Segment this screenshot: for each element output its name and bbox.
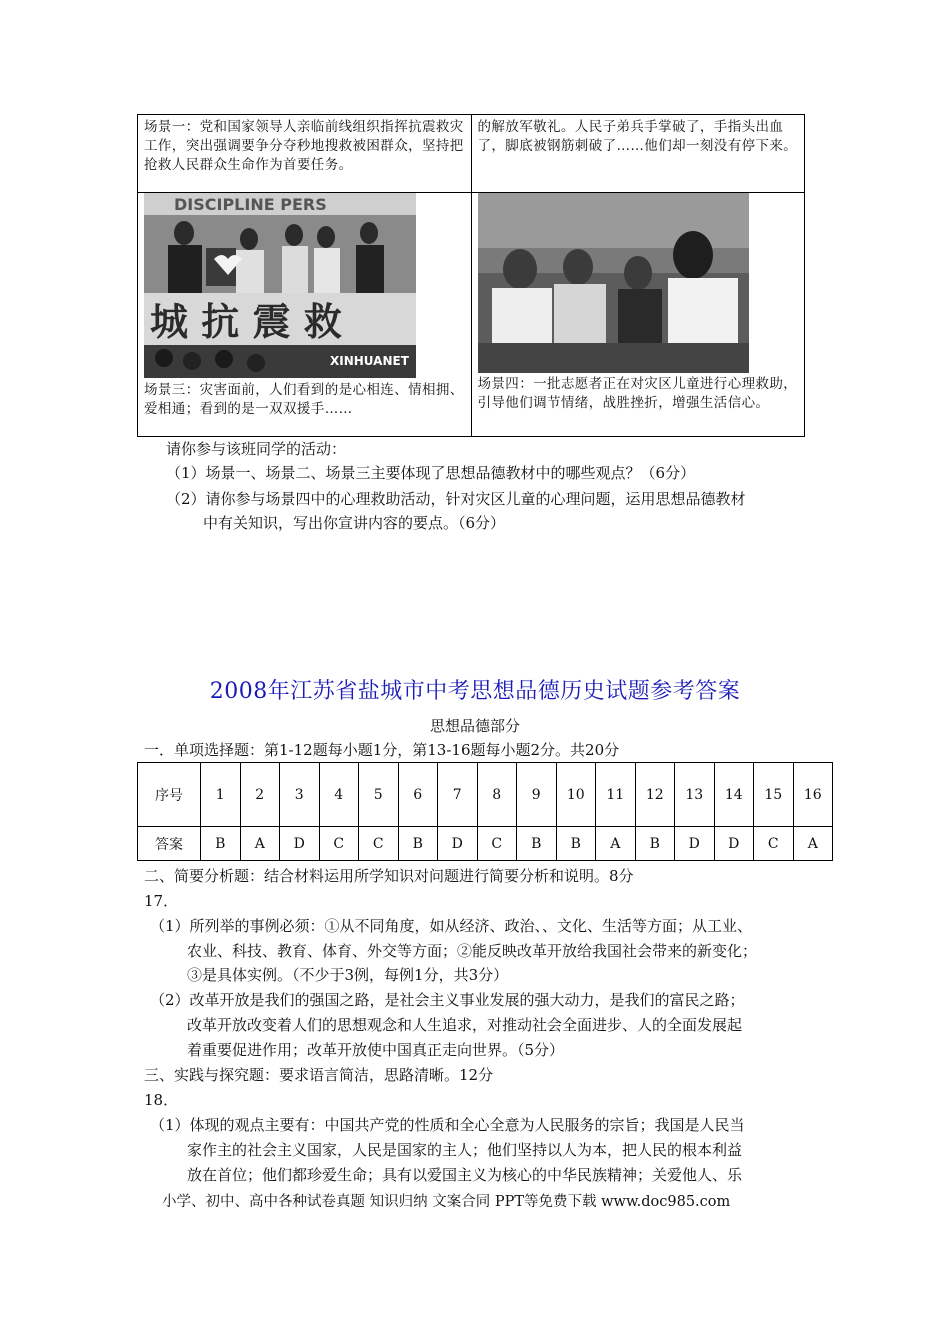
row2-label: 答案 — [138, 827, 201, 861]
answer-key-subtitle: 思想品德部分 — [429, 717, 520, 735]
row1-label: 序号 — [138, 763, 201, 827]
num-cell: 16 — [793, 763, 833, 827]
num-cell: 6 — [398, 763, 438, 827]
scene2-cell — [471, 115, 805, 193]
answer-table — [137, 762, 833, 861]
num-cell: 9 — [517, 763, 557, 827]
scene3-cell — [138, 193, 472, 437]
q18-answer1-line3: 放在首位；他们都珍爱生命；具有以爱国主义为核心的中华民族精神；关爱他人、乐 — [187, 1166, 743, 1184]
answer-table-number-row — [138, 763, 833, 827]
answer-cell: B — [556, 827, 596, 861]
q17-number: 17． — [144, 892, 179, 910]
num-cell: 5 — [359, 763, 399, 827]
answer-cell: B — [398, 827, 438, 861]
q18-number: 18． — [144, 1091, 179, 1109]
scene3-photo-image — [144, 193, 416, 378]
question-intro: 请你参与该班同学的活动： — [166, 440, 347, 458]
scene4-text: 场景四：一批志愿者正在对灾区儿童进行心理救助，引导他们调节情绪，战胜挫折，增强生活信心。 — [477, 376, 798, 411]
question-2-line2: 中有关知识，写出你宣讲内容的要点。（6分） — [203, 514, 506, 532]
answer-table-answer-row — [138, 827, 833, 861]
scene3-text: 场景三：灾害面前，人们看到的是心相连、情相拥、爱相通；看到的是一双双援手…… — [144, 382, 464, 417]
question-1: （1）场景一、场景二、场景三主要体现了思想品德教材中的哪些观点？（6分） — [166, 464, 696, 482]
num-cell: 8 — [477, 763, 517, 827]
answer-cell: D — [675, 827, 715, 861]
q17-answer1-line2: 农业、科技、教育、体育、外交等方面；②能反映改革开放给我国社会带来的新变化； — [187, 942, 758, 960]
num-cell: 14 — [714, 763, 754, 827]
q17-answer2-line2: 改革开放改变着人们的思想观念和人生追求，对推动社会全面进步、人的全面发展起 — [187, 1016, 743, 1034]
num-cell: 7 — [438, 763, 478, 827]
answer-cell: D — [280, 827, 320, 861]
answer-cell: D — [714, 827, 754, 861]
num-cell: 13 — [675, 763, 715, 827]
section2-heading: 二、简要分析题：结合材料运用所学知识对问题进行简要分析和说明。8分 — [144, 867, 634, 885]
num-cell: 4 — [319, 763, 359, 827]
photo1-banner-text: DISCIPLINE PERS — [174, 195, 327, 214]
scene4-photo-image — [478, 193, 749, 373]
answer-cell: C — [359, 827, 399, 861]
answer-cell: D — [438, 827, 478, 861]
scene4-photo — [478, 193, 749, 373]
scene1-text: 场景一：党和国家领导人亲临前线组织指挥抗震救灾工作，突出强调要争分夺秒地搜救被困群众，坚持把抢救人民群众生命作为首要任务。 — [144, 119, 464, 173]
answer-cell: C — [754, 827, 794, 861]
scene3-photo — [144, 193, 416, 378]
answer-cell: B — [635, 827, 675, 861]
photo1-big-text: 城 抗 震 救 — [150, 300, 342, 344]
answer-cell: B — [517, 827, 557, 861]
q18-answer1-line2: 家作主的社会主义国家，人民是国家的主人；他们坚持以人为本，把人民的根本利益 — [187, 1141, 743, 1159]
answer-cell: A — [793, 827, 833, 861]
scene4-cell — [471, 193, 805, 437]
num-cell: 3 — [280, 763, 320, 827]
q17-answer2-line1: （2）改革开放是我们的强国之路，是社会主义事业发展的强大动力，是我们的富民之路； — [150, 991, 745, 1009]
photo1-watermark: XINHUANET — [330, 354, 409, 368]
num-cell: 12 — [635, 763, 675, 827]
num-cell: 2 — [240, 763, 280, 827]
answer-cell: C — [319, 827, 359, 861]
q17-answer1-line1: （1）所列举的事例必须：①从不同角度，如从经济、政治、、文化、生活等方面；从工业、 — [150, 917, 753, 935]
scene-table — [137, 114, 805, 437]
section1-heading: 一．单项选择题：第1-12题每小题1分，第13-16题每小题2分。共20分 — [144, 741, 620, 759]
answer-cell: B — [201, 827, 241, 861]
scene1-cell — [138, 115, 472, 193]
q17-answer2-line3: 着重要促进作用；改革开放使中国真正走向世界。（5分） — [187, 1041, 565, 1059]
q17-answer1-line3: ③是具体实例。（不少于3例，每例1分，共3分） — [187, 966, 509, 984]
q18-answer1-line1: （1）体现的观点主要有：中国共产党的性质和全心全意为人民服务的宗旨；我国是人民当 — [150, 1116, 745, 1134]
answer-cell: A — [240, 827, 280, 861]
num-cell: 11 — [596, 763, 636, 827]
num-cell: 15 — [754, 763, 794, 827]
num-cell: 1 — [201, 763, 241, 827]
section3-heading: 三、实践与探究题：要求语言简洁，思路清晰。12分 — [144, 1066, 494, 1084]
question-2-line1: （2）请你参与场景四中的心理救助活动，针对灾区儿童的心理问题，运用思想品德教材 — [166, 490, 746, 508]
scene2-text: 的解放军敬礼。人民子弟兵手掌破了，手指头出血了，脚底被钢筋刺破了……他们却一刻没有停下来。 — [477, 119, 798, 154]
num-cell: 10 — [556, 763, 596, 827]
answer-cell: C — [477, 827, 517, 861]
answer-cell: A — [596, 827, 636, 861]
footer-text: 小学、初中、高中各种试卷真题 知识归纳 文案合同 PPT等免费下载 www.doc985.com — [162, 1194, 731, 1210]
answer-key-title: 2008年江苏省盐城市中考思想品德历史试题参考答案 — [209, 679, 741, 704]
